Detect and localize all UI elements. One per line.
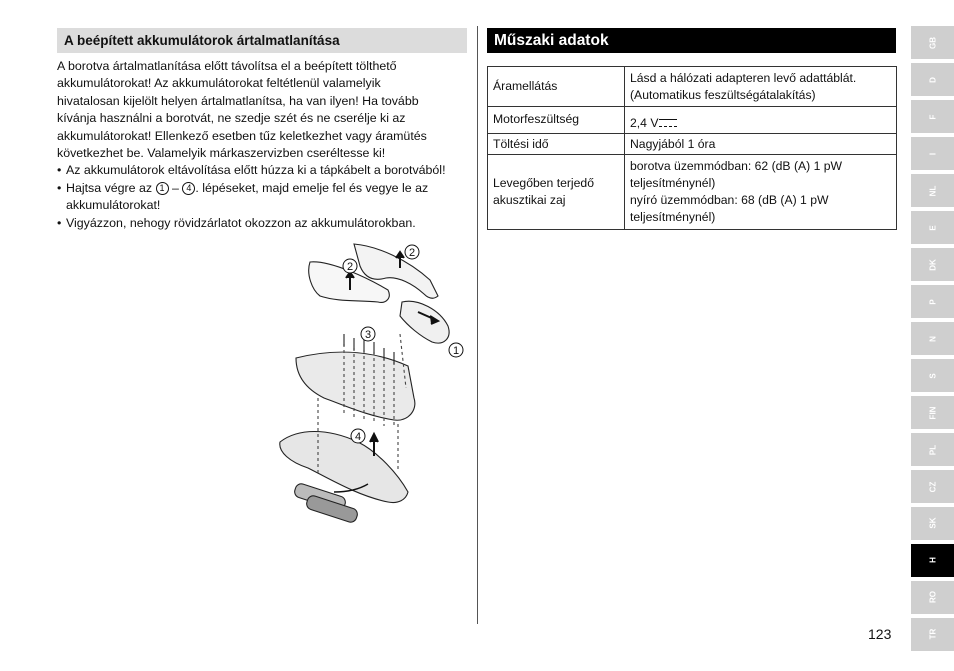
table-cell-key: Áramellátás — [488, 67, 625, 107]
paragraph-line: következhet be. Valamelyik márkaszervizben cseréltesse ki! — [57, 146, 386, 161]
table-cell-key — [488, 155, 625, 230]
bullet-text: akkumulátorokat! — [66, 198, 161, 213]
table-cell-value: Nagyjából 1 óra — [625, 134, 897, 155]
list-item — [57, 180, 471, 215]
paragraph-line: hivatalosan kijelölt helyen ártalmatlanítsa, ha van ilyen! Ha tovább — [57, 93, 419, 108]
table-cell-key: Töltési idő — [488, 134, 625, 155]
bullet-text: Hajtsa végre az — [66, 180, 153, 195]
key-line: akusztikai zaj — [493, 193, 566, 207]
value-line: borotva üzemmódban: 62 (dB (A) 1 pW — [630, 159, 843, 173]
language-tab[interactable] — [911, 63, 954, 96]
table-row — [488, 67, 897, 107]
bullet-text: Az akkumulátorok eltávolítása előtt húzza ki a tápkábelt a borotvából! — [66, 163, 446, 178]
value-line: teljesítménynél) — [630, 210, 716, 224]
paragraph-line: akkumulátorokat! Ellenkező esetben tűz keletkezhet vagy áramütés — [57, 128, 427, 143]
tab-label: TR — [928, 629, 937, 640]
language-tab[interactable] — [911, 211, 954, 244]
tab-label: DK — [928, 258, 937, 271]
bullet-text: . lépéseket, majd emelje fel és vegye le az — [195, 180, 429, 195]
language-tab[interactable] — [911, 618, 954, 651]
step-label: 4 — [354, 431, 362, 443]
table-cell-value — [625, 107, 897, 134]
technical-data-table — [487, 66, 897, 230]
tab-label: E — [928, 224, 937, 231]
language-tab-active[interactable] — [911, 544, 954, 577]
table-row — [488, 107, 897, 134]
step-label: 3 — [364, 329, 372, 341]
paragraph-line: kívánja használni a borotvát, ne szedje szét és ne cserélje ki az — [57, 111, 406, 126]
value-line: 2,4 V — [630, 116, 659, 130]
step-label: 2 — [346, 261, 354, 273]
language-tab[interactable] — [911, 433, 954, 466]
language-tab[interactable] — [911, 248, 954, 281]
table-cell-value — [625, 67, 897, 107]
paragraph-line: akkumulátorokat! Az akkumulátorokat feltétlenül valamelyik — [57, 76, 381, 91]
language-tab[interactable] — [911, 285, 954, 318]
list-item — [57, 162, 471, 179]
key-line: Levegőben terjedő — [493, 176, 594, 190]
dc-symbol-icon — [659, 119, 677, 127]
instruction-list — [57, 162, 471, 232]
table-row — [488, 134, 897, 155]
column-divider — [477, 26, 478, 624]
language-tab[interactable] — [911, 174, 954, 207]
step-label: 2 — [408, 247, 416, 259]
language-tab[interactable] — [911, 396, 954, 429]
tab-label: GB — [928, 36, 937, 49]
tab-label: CZ — [928, 481, 937, 492]
tab-label: FIN — [928, 406, 937, 419]
tab-label: P — [928, 298, 937, 305]
step-number-circle: 1 — [156, 182, 169, 195]
language-tab[interactable] — [911, 359, 954, 392]
disposal-paragraph — [57, 58, 471, 162]
tab-label: RO — [928, 591, 937, 604]
paragraph-line: A borotva ártalmatlanítása előtt távolítsa el a beépített tölthető — [57, 59, 397, 73]
section-heading-battery-disposal: A beépített akkumulátorok ártalmatlanítása — [57, 28, 467, 53]
table-cell-key: Motorfeszültség — [488, 107, 625, 134]
language-tabs — [911, 26, 954, 655]
tab-label: NL — [928, 185, 937, 196]
step-label: 1 — [452, 345, 460, 357]
step-number-circle: 4 — [182, 182, 195, 195]
bullet-text: Vigyázzon, nehogy rövidzárlatot okozzon az akkumulátorokban. — [66, 215, 416, 230]
list-item — [57, 215, 471, 232]
table-cell-value — [625, 155, 897, 230]
language-tab[interactable] — [911, 507, 954, 540]
battery-disposal-text — [57, 58, 471, 232]
tab-label: I — [928, 152, 937, 155]
tab-label: F — [928, 114, 937, 120]
value-line: teljesítménynél) — [630, 176, 716, 190]
value-line: (Automatikus feszültségátalakítás) — [630, 87, 816, 102]
language-tab[interactable] — [911, 137, 954, 170]
bullet-text: – — [172, 180, 179, 195]
value-line: nyíró üzemmódban: 68 (dB (A) 1 pW — [630, 193, 829, 207]
tab-label: PL — [928, 444, 937, 455]
tab-label: H — [928, 557, 937, 564]
language-tab[interactable] — [911, 322, 954, 355]
language-tab[interactable] — [911, 100, 954, 133]
motor-frame — [296, 352, 415, 420]
language-tab[interactable] — [911, 470, 954, 503]
battery-removal-illustration — [268, 238, 478, 538]
table-row — [488, 155, 897, 230]
page-number: 123 — [868, 626, 892, 642]
section-heading-technical-data: Műszaki adatok — [487, 28, 896, 53]
tab-label: S — [928, 372, 937, 379]
tab-label: SK — [928, 517, 937, 530]
tab-label: D — [928, 76, 937, 83]
switch-part — [400, 301, 449, 343]
language-tab[interactable] — [911, 26, 954, 59]
language-tab[interactable] — [911, 581, 954, 614]
value-line: Lásd a hálózati adapteren levő adattáblát. — [630, 70, 857, 85]
tab-label: N — [928, 335, 937, 342]
